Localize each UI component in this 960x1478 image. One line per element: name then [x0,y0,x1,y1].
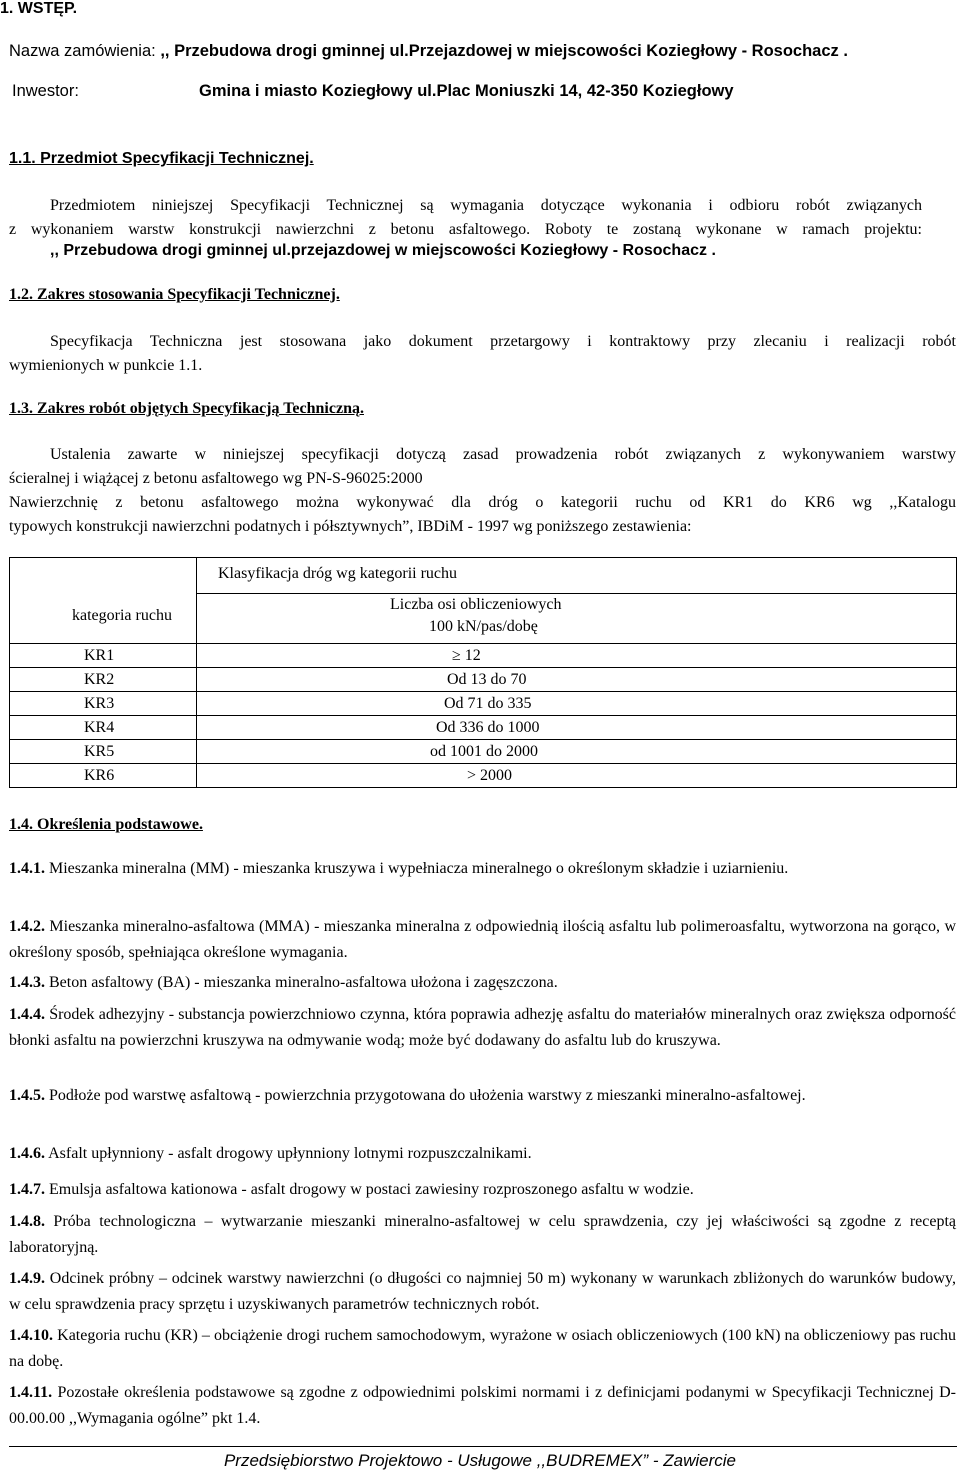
project-name: ,, Przebudowa drogi gminnej ul.przejazdowej w miejscowości Koziegłowy - Rosochacz . [50,242,716,259]
table-row-value: Od 71 do 335 [444,695,532,712]
subsection-heading-1-1: 1.1. Przedmiot Specyfikacji Technicznej. [9,150,314,167]
definition-item: 1.4.5. Podłoże pod warstwę asfaltową - powierzchnia przygotowana do ułożenia warstwy z mieszanki mineralno-asfaltowej. [9,1087,806,1104]
paragraph-1-1-line2: z wykonaniem warstw konstrukcji nawierzchni z betonu asfaltowego. Roboty te zostaną wykonane w ramach projektu: [9,221,922,238]
investor-label: Inwestor: [12,82,79,100]
order-label: Nazwa zamówienia: [9,42,156,60]
table-row-value: od 1001 do 2000 [430,743,538,760]
table-row-value: Od 336 do 1000 [436,719,540,736]
table-title: Klasyfikacja dróg wg kategorii ruchu [218,565,458,582]
paragraph-1-3-line3: Nawierzchnię z betonu asfaltowego można wykonywać dla dróg o kategorii ruchu od KR1 do KR6 wg ,,Katalogu [9,494,956,511]
table-row-cat: KR3 [84,695,115,712]
section-heading: 1. WSTĘP. [0,0,78,17]
table-col2-header-line1: Liczba osi obliczeniowych [390,596,562,613]
definition-item: 1.4.4. Środek adhezyjny - substancja powierzchniowo czynna, która poprawia adhezję asfaltu do materiałów mineralnych oraz zwiększa odporność błonki asfaltu na powierzchni kruszywa na odmywanie wodą; może być dodawany do asfaltu lub do kruszywa. [9,1006,956,1049]
definition-item: 1.4.6. Asfalt upłynniony - asfalt drogowy upłynniony lotnymi rozpuszczalnikami. [9,1145,532,1162]
definition-item: 1.4.1. Mieszanka mineralna (MM) - mieszanka kruszywa i wypełniacza mineralnego o określonym składzie i uziarnieniu. [9,860,789,877]
table-row-cat: KR1 [84,647,115,664]
paragraph-1-2-line1: Specyfikacja Techniczna jest stosowana jako dokument przetargowy i kontraktowy przy zlecaniu i realizacji robót [50,333,956,350]
definition-item: 1.4.8. Próba technologiczna – wytwarzanie mieszanki mineralno-asfaltowej w celu sprawdzenia, czy jej właściwości są zgodne z receptą laboratoryjną. [9,1213,956,1256]
order-value: ,, Przebudowa drogi gminnej ul.Przejazdowej w miejscowości Koziegłowy - Rosochacz . [160,42,848,60]
table-row-value: Od 13 do 70 [447,671,527,688]
definition-item: 1.4.3. Beton asfaltowy (BA) - mieszanka mineralno-asfaltowa ułożona i zagęszczona. [9,974,558,991]
table-row-cat: KR6 [84,767,115,784]
definition-item: 1.4.7. Emulsja asfaltowa kationowa - asfalt drogowy w postaci zawiesiny rozproszonego asfaltu w wodzie. [9,1181,694,1198]
paragraph-1-3-line2: ścieralnej i wiążącej z betonu asfaltowego wg PN-S-96025:2000 [9,470,423,487]
subsection-heading-1-2: 1.2. Zakres stosowania Specyfikacji Technicznej. [9,286,340,303]
table-row-value: ≥ 12 [452,647,481,664]
subsection-heading-1-4: 1.4. Określenia podstawowe. [9,816,203,833]
paragraph-1-2-line2: wymienionych w punkcie 1.1. [9,357,203,374]
table-col2-header-line2: 100 kN/pas/dobę [429,618,538,635]
investor-value: Gmina i miasto Koziegłowy ul.Plac Moniuszki 14, 42-350 Koziegłowy [199,82,734,100]
paragraph-1-1-line1: Przedmiotem niniejszej Specyfikacji Technicznej są wymagania dotyczące wykonania i odbioru robót związanych [50,197,922,214]
order-name-line [9,42,848,61]
definition-item: 1.4.10. Kategoria ruchu (KR) – obciążenie drogi ruchem samochodowym, wyrażone w osiach obliczeniowych (100 kN) na obliczeniowy pas ruchu na dobę. [9,1327,956,1370]
subsection-heading-1-3: 1.3. Zakres robót objętych Specyfikacją Techniczną. [9,400,364,417]
paragraph-1-3-line4: typowych konstrukcji nawierzchni podatnych i półsztywnych”, IBDiM - 1997 wg poniższego zestawienia: [9,518,692,535]
definition-item: 1.4.2. Mieszanka mineralno-asfaltowa (MMA) - mieszanka mineralna z odpowiednią ilością asfaltu lub polimeroasfaltu, wytworzona na gorąco, w określony sposób, spełniająca określone wymagania. [9,918,956,961]
table-row-cat: KR5 [84,743,115,760]
paragraph-1-3-line1: Ustalenia zawarte w niniejszej specyfikacji dotyczą zasad prowadzenia robót związanych z wykonywaniem warstwy [50,446,956,463]
table-row-value: > 2000 [467,767,513,784]
definition-item: 1.4.9. Odcinek próbny – odcinek warstwy nawierzchni (o długości co najmniej 50 m) wykonany w warunkach zbliżonych do warunków budowy, w celu sprawdzenia pracy sprzętu i uzyskiwanych parametrów technicznych robót. [9,1270,956,1313]
footer-rule [9,1446,957,1447]
table-col1-header: kategoria ruchu [72,607,172,624]
page-footer: Przedsiębiorstwo Projektowo - Usługowe ,,BUDREMEX” - Zawiercie [223,1451,737,1470]
table-row-cat: KR2 [84,671,115,688]
table-row-cat: KR4 [84,719,115,736]
definition-item: 1.4.11. Pozostałe określenia podstawowe są zgodne z odpowiednimi polskimi normami i z definicjami podanymi w Specyfikacji Technicznej D-00.00.00 ,,Wymagania ogólne” pkt 1.4. [9,1384,956,1427]
